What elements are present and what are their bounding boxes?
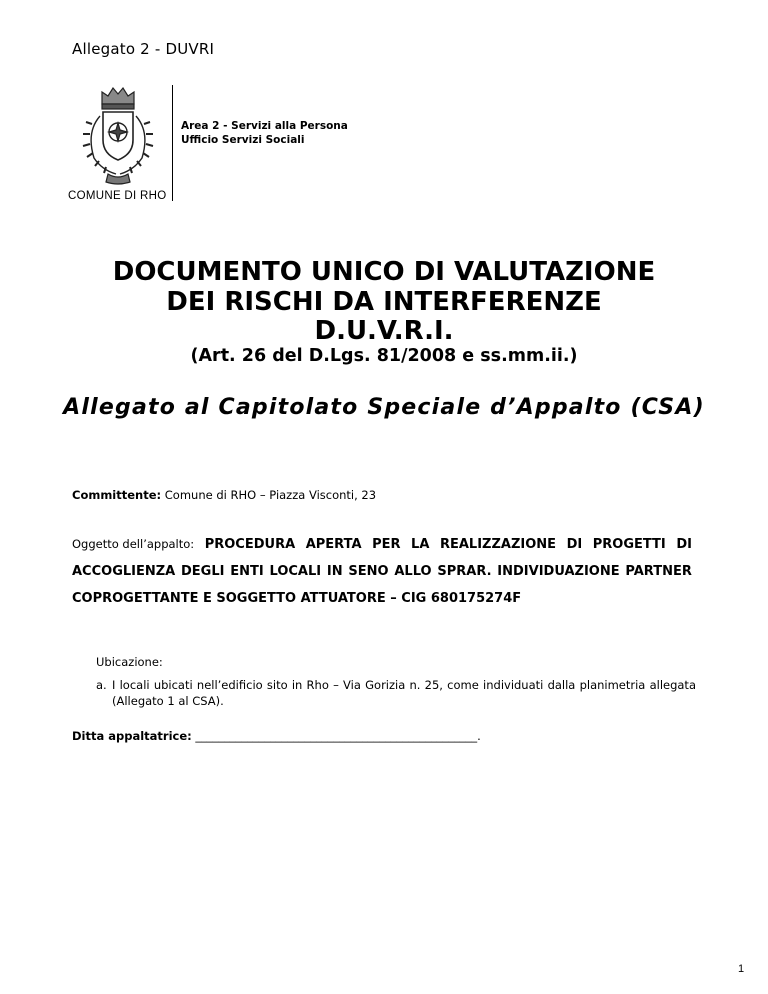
- oggetto-word: DI: [676, 537, 692, 552]
- crest-icon: [72, 82, 164, 190]
- document-tag: Allegato 2 - DUVRI: [72, 40, 215, 58]
- oggetto-line-3: COPROGETTANTE E SOGGETTO ATTUATORE – CIG 680175274F: [72, 591, 522, 606]
- committente-value: Comune di RHO – Piazza Visconti, 23: [164, 488, 377, 502]
- ubicazione-list-item: [96, 677, 696, 709]
- oggetto-word: ALLO: [394, 564, 432, 579]
- ditta-blank-field: _________________________________________________.: [195, 729, 481, 743]
- comune-crest-logo: [72, 82, 164, 190]
- page-number: 1: [738, 963, 745, 975]
- oggetto-word: ACCOGLIENZA: [72, 564, 176, 579]
- legal-reference: (Art. 26 del D.Lgs. 81/2008 e ss.mm.ii.): [190, 346, 578, 366]
- csa-heading: Allegato al Capitolato Speciale d’Appalto (CSA): [63, 395, 705, 420]
- office-block: [181, 119, 348, 147]
- oggetto-word: IN: [326, 564, 343, 579]
- oggetto-word: PROCEDURA: [204, 537, 296, 552]
- comune-name: COMUNE DI RHO: [68, 190, 167, 202]
- ubicazione-text: I locali ubicati nell’edificio sito in Rho – Via Gorizia n. 25, come individuati dalla planimetria allegata (Allegato 1 al CSA).: [112, 678, 696, 708]
- oggetto-line-1: [72, 531, 692, 558]
- title-line-2: DEI RISCHI DA INTERFERENZE: [166, 286, 602, 317]
- oggetto-word: DI: [566, 537, 583, 552]
- office-area: Area 2 - Servizi alla Persona: [181, 120, 348, 132]
- office-ufficio: Ufficio Servizi Sociali: [181, 134, 305, 146]
- oggetto-block: [72, 531, 692, 612]
- oggetto-word: ENTI: [230, 564, 264, 579]
- header-divider: [172, 85, 173, 201]
- oggetto-word: SPRAR.: [437, 564, 492, 579]
- oggetto-word: PARTNER: [625, 564, 692, 579]
- committente-line: [72, 488, 376, 502]
- list-marker: a.: [96, 678, 107, 692]
- oggetto-word: PER: [372, 537, 401, 552]
- oggetto-word: INDIVIDUAZIONE: [497, 564, 620, 579]
- oggetto-line-2: [72, 558, 692, 585]
- oggetto-word: LOCALI: [269, 564, 322, 579]
- oggetto-word: APERTA: [305, 537, 362, 552]
- title-line-3: D.U.V.R.I.: [314, 316, 454, 346]
- ditta-line: [72, 729, 481, 743]
- ubicazione-label: Ubicazione:: [96, 655, 163, 669]
- oggetto-label: Oggetto dell’appalto:: [72, 537, 195, 551]
- oggetto-word: PROGETTI: [592, 537, 666, 552]
- oggetto-word: SENO: [348, 564, 389, 579]
- committente-label: Committente:: [72, 488, 162, 502]
- oggetto-word: REALIZZAZIONE: [439, 537, 557, 552]
- oggetto-word: LA: [411, 537, 430, 552]
- document-title: [0, 258, 768, 347]
- ditta-label: Ditta appaltatrice:: [72, 729, 192, 743]
- title-line-1: DOCUMENTO UNICO DI VALUTAZIONE: [112, 257, 656, 287]
- oggetto-word: DEGLI: [181, 564, 225, 579]
